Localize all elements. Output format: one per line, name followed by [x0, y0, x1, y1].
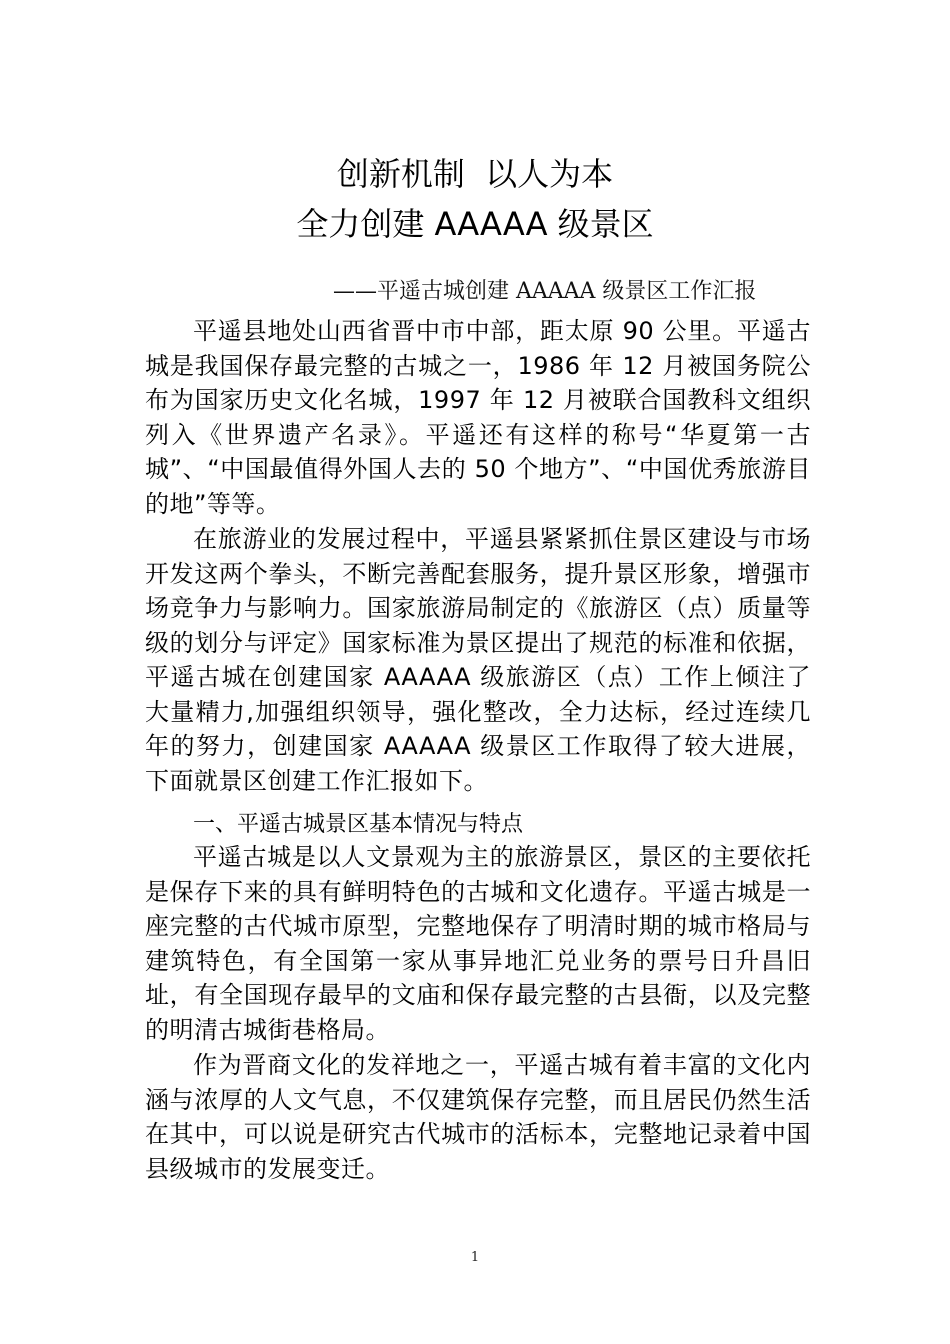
- section-heading-container: [145, 808, 811, 842]
- paragraph-3-container: [145, 840, 811, 1047]
- page-number: 1: [470, 1250, 480, 1265]
- paragraph-4: 作为晋商文化的发祥地之一，平遥古城有着丰富的文化内涵与浓厚的人文气息，不仅建筑保存完整，而且居民仍然生活在其中，可以说是研究古代城市的活标本，完整地记录着中国县级城市的发展变迁。: [145, 1051, 811, 1183]
- paragraph-2-container: [145, 522, 811, 798]
- paragraph-1: 平遥县地处山西省晋中市中部，距太原 90 公里。平遥古城是我国保存最完整的古城之一，1986 年 12 月被国务院公布为国家历史文化名城，1997 年 12 月被联合国教科文组织列入《世界遗产名录》。平遥还有这样的称号“华夏第一古城”、“中国最值得外国人去的 50 个地方”、“中国优秀旅游目的地”等等。: [145, 317, 811, 518]
- page-title-line-1: 创新机制 以人为本: [336, 155, 614, 193]
- section-heading: 一、平遥古城景区基本情况与特点: [193, 812, 524, 837]
- paragraph-3: 平遥古城是以人文景观为主的旅游景区，景区的主要依托是保存下来的具有鲜明特色的古城和文化遗存。平遥古城是一座完整的古代城市原型，完整地保存了明清时期的城市格局与建筑特色，有全国第一家从事异地汇兑业务的票号日升昌旧址，有全国现存最早的文庙和保存最完整的古县衙，以及完整的明清古城街巷格局。: [145, 843, 811, 1044]
- paragraph-4-container: [145, 1048, 811, 1186]
- paragraph-1-container: [145, 314, 811, 521]
- page-subtitle: ——平遥古城创建 AAAAA 级景区工作汇报: [333, 279, 757, 304]
- page-title-line-2: 全力创建 AAAAA 级景区: [296, 205, 654, 243]
- paragraph-2: 在旅游业的发展过程中，平遥县紧紧抓住景区建设与市场开发这两个拳头，不断完善配套服务，提升景区形象，增强市场竞争力与影响力。国家旅游局制定的《旅游区（点）质量等级的划分与评定》国家标准为景区提出了规范的标准和依据，平遥古城在创建国家 AAAAA 级旅游区（点）工作上倾注了大量精力,加强组织领导，强化整改，全力达标，经过连续几年的努力，创建国家 AAAAA 级景区工作取得了较大进展，下面就景区创建工作汇报如下。: [145, 525, 811, 795]
